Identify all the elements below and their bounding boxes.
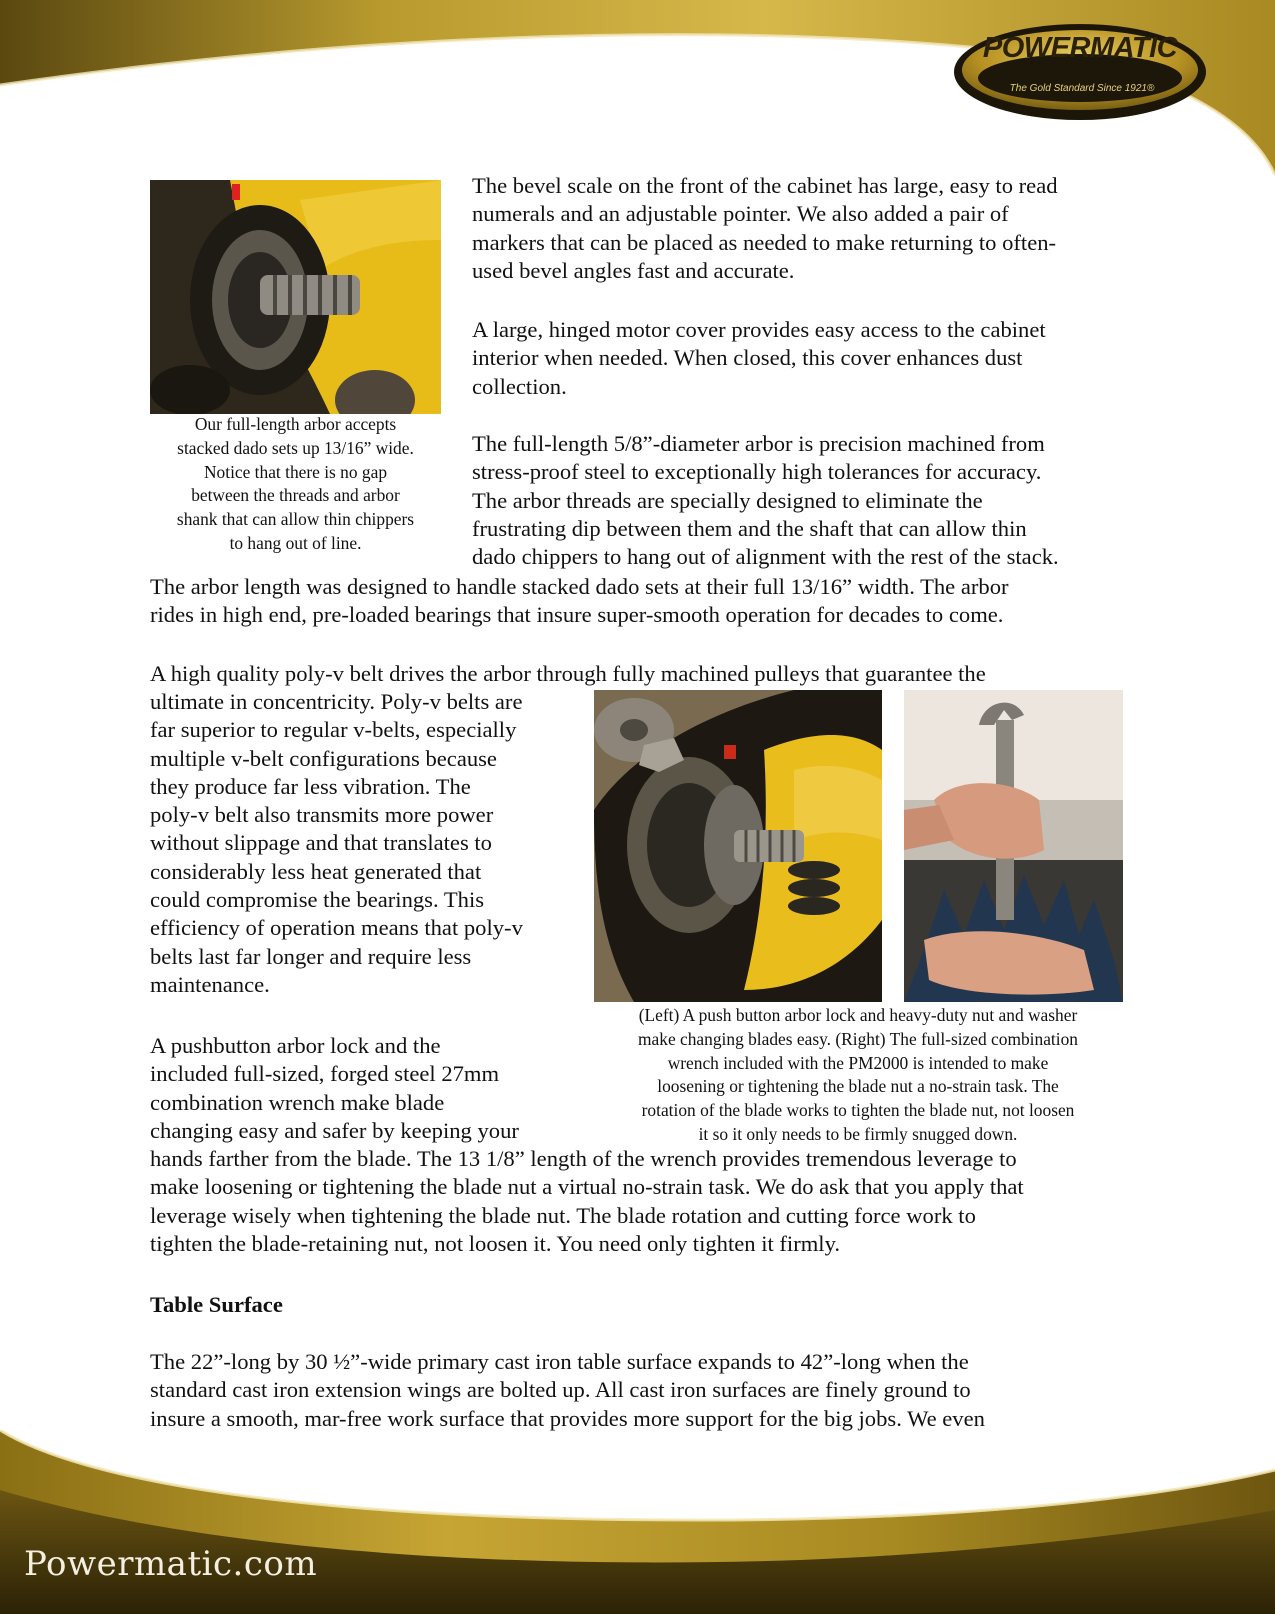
table-surface-heading: Table Surface — [150, 1292, 283, 1317]
text-line: The bevel scale on the front of the cabinet has large, easy to read — [472, 173, 1058, 198]
logo-wordmark: POWERMATIC — [982, 32, 1178, 64]
text-line: they produce far less vibration. The — [150, 773, 471, 799]
caption-line: make changing blades easy. (Right) The full-sized combination — [638, 1028, 1078, 1049]
text-line: numerals and an adjustable pointer. We also added a pair of — [472, 201, 1009, 227]
text-line: make loosening or tightening the blade nut a virtual no-strain task. We do ask that you apply that — [150, 1174, 1024, 1200]
text-line: The 22”-long by 30 ½”-wide primary cast iron table surface expands to 42”-long when the — [150, 1349, 969, 1374]
caption-line: Notice that there is no gap — [203, 461, 388, 482]
powermatic-logo — [952, 22, 1208, 122]
caption-line: to hang out of line. — [229, 532, 362, 553]
bevel-paragraph — [472, 172, 1132, 285]
footer-swoosh — [0, 1430, 1275, 1614]
caption-line: Our full-length arbor accepts — [194, 414, 397, 434]
text-line: could compromise the bearings. This — [150, 887, 485, 913]
text-line: included full-sized, forged steel 27mm — [150, 1061, 500, 1087]
text-line: without slippage and that translates to — [150, 830, 492, 856]
text-line: tighten the blade-retaining nut, not loosen it. You need only tighten it firmly. — [150, 1230, 841, 1256]
logo-tagline: The Gold Standard Since 1921® — [1009, 83, 1155, 94]
text-line: interior when needed. When closed, this cover enhances dust — [472, 345, 1023, 371]
arbor-paragraph-continued — [150, 573, 1140, 630]
arbor-lock-paragraph-continued — [150, 1145, 1140, 1258]
arbor-paragraph — [472, 430, 1152, 571]
text-line: far superior to regular v-belts, especially — [150, 717, 517, 743]
text-line: collection. — [472, 373, 567, 399]
text-line: combination wrench make blade — [150, 1089, 445, 1115]
text-line: The arbor length was designed to handle stacked dado sets at their full 13/16” width. The arbor — [150, 574, 1009, 599]
text-line: maintenance. — [150, 971, 270, 997]
text-line: considerably less heat generated that — [150, 858, 482, 884]
belt-paragraph — [150, 688, 580, 999]
arbor-lock-paragraph — [150, 1032, 580, 1145]
arbor-lock-caption — [584, 1004, 1132, 1147]
text-line: stress-proof steel to exceptionally high tolerances for accuracy. — [472, 459, 1042, 485]
text-line: frustrating dip between them and the shaft that can allow thin — [472, 515, 1027, 541]
text-line: multiple v-belt configurations because — [150, 745, 497, 771]
text-line: ultimate in concentricity. Poly-v belts are — [150, 689, 523, 714]
text-line: poly-v belt also transmits more power — [150, 802, 494, 828]
caption-line: it so it only needs to be firmly snugged down. — [698, 1123, 1018, 1144]
caption-line: shank that can allow thin chippers — [176, 509, 415, 530]
text-line: used bevel angles fast and accurate. — [472, 257, 795, 283]
text-line: The arbor threads are specially designed to eliminate the — [472, 487, 983, 513]
text-line: leverage wisely when tightening the blade nut. The blade rotation and cutting force work to — [150, 1202, 976, 1228]
caption-line: between the threads and arbor — [191, 485, 400, 506]
table-surface-paragraph — [150, 1348, 1140, 1433]
caption-line: stacked dado sets up 13/16” wide. — [177, 437, 414, 458]
text-line: A large, hinged motor cover provides easy access to the cabinet — [472, 317, 1046, 342]
text-line: The full-length 5/8”-diameter arbor is precision machined from — [472, 431, 1045, 456]
belt-paragraph-first-line: A high quality poly-v belt drives the arbor through fully machined pulleys that guarantee the — [150, 661, 986, 686]
caption-line: (Left) A push button arbor lock and heavy-duty nut and washer — [638, 1005, 1078, 1025]
arbor-photo-caption — [150, 413, 441, 556]
text-line: changing easy and safer by keeping your — [150, 1117, 519, 1143]
motor-cover-paragraph — [472, 316, 1132, 401]
text-line: efficiency of operation means that poly-v — [150, 915, 523, 941]
text-line: standard cast iron extension wings are bolted up. All cast iron surfaces are finely ground to — [150, 1377, 971, 1403]
caption-line: loosening or tightening the blade nut a no-strain task. The — [657, 1076, 1059, 1097]
arbor-photo — [150, 180, 441, 414]
caption-line: rotation of the blade works to tighten the blade nut, not loosen — [641, 1100, 1075, 1121]
text-line: A pushbutton arbor lock and the — [150, 1033, 441, 1058]
text-line: hands farther from the blade. The 13 1/8” length of the wrench provides tremendous leverage to — [150, 1146, 1017, 1171]
text-line: belts last far longer and require less — [150, 943, 472, 969]
footer-website-url[interactable]: Powermatic.com — [24, 1544, 318, 1584]
text-line: insure a smooth, mar-free work surface that provides more support for the big jobs. We even — [150, 1405, 985, 1431]
text-line: dado chippers to hang out of alignment with the rest of the stack. — [472, 544, 1059, 570]
wrench-photo — [904, 690, 1123, 1002]
text-line: markers that can be placed as needed to make returning to often- — [472, 229, 1057, 255]
caption-line: wrench included with the PM2000 is intended to make — [667, 1052, 1049, 1073]
arbor-lock-photo — [594, 690, 882, 1002]
text-line: rides in high end, pre-loaded bearings that insure super-smooth operation for decades to come. — [150, 602, 1004, 628]
